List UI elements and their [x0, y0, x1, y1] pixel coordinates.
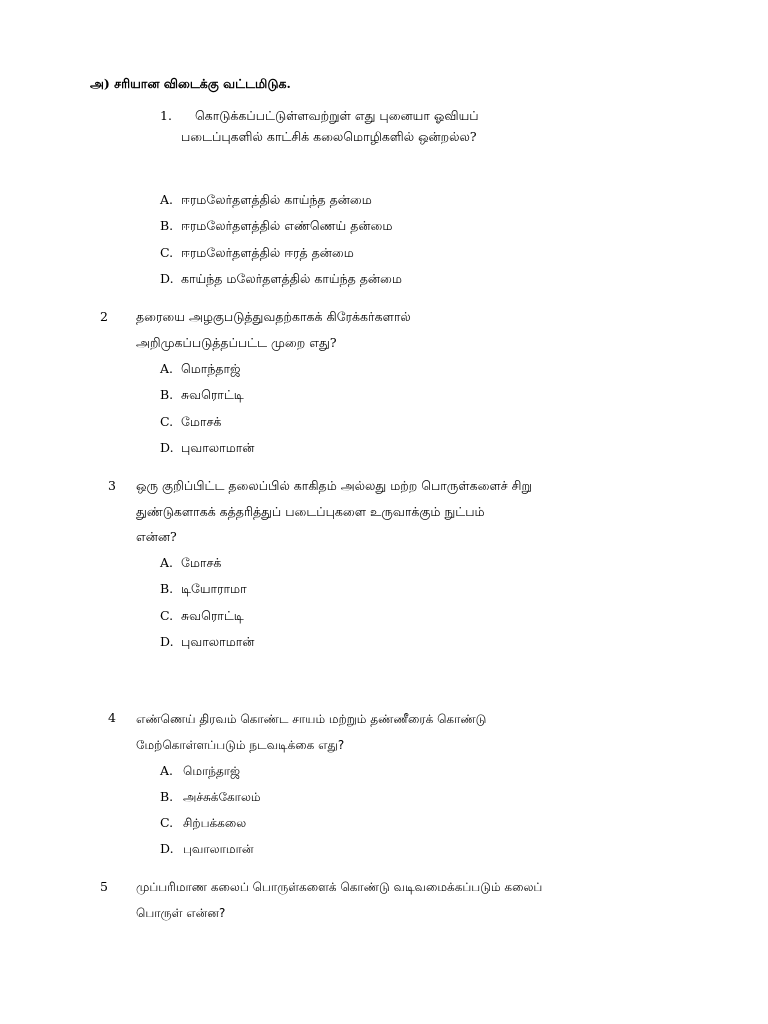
question-5-text-line-2: பொருள் என்ன? [136, 906, 226, 920]
question-4-option-d-letter[interactable]: D. [160, 841, 174, 856]
question-1-number: 1. [160, 108, 172, 123]
question-4-option-c-text[interactable]: சிற்பக்கலை [183, 816, 247, 830]
question-5-text-line-1: முப்பரிமாண கலைப் பொருள்களைக் கொண்டு வடிவமைக்கப்படும் கலைப் [136, 880, 543, 894]
question-3-option-b-letter[interactable]: B. [160, 581, 174, 596]
question-3-number: 3 [108, 478, 116, 493]
question-2-option-c-letter[interactable]: C. [160, 414, 174, 429]
question-4-option-a-text[interactable]: மொந்தாஜ் [183, 764, 241, 778]
question-3-option-d-letter[interactable]: D. [160, 634, 174, 649]
question-4-option-b-letter[interactable]: B. [160, 789, 174, 804]
question-4-number: 4 [108, 710, 116, 725]
question-1-option-a-text[interactable]: ஈரமலேர்தளத்தில் காய்ந்த தன்மை [181, 192, 372, 207]
question-2-number: 2 [100, 309, 108, 324]
question-1-option-d-letter[interactable]: D. [160, 271, 174, 286]
question-3-option-b-text[interactable]: டியோராமா [181, 581, 247, 596]
question-4-option-d-text[interactable]: புவாலாமான் [183, 842, 254, 856]
question-1-option-d-text[interactable]: காய்ந்த மலேர்தளத்தில் காய்ந்த தன்மை [181, 271, 402, 286]
question-1-text-line-2: படைப்புகளில் காட்சிக் கலைமொழிகளில் ஒன்றல்ல? [181, 129, 477, 144]
question-3-option-a-letter[interactable]: A. [160, 555, 174, 570]
question-1-option-c-text[interactable]: ஈரமலேர்தளத்தில் ஈரத் தன்மை [181, 245, 354, 260]
question-3-option-c-text[interactable]: சுவரொட்டி [181, 608, 244, 623]
question-4-option-c-letter[interactable]: C. [160, 815, 174, 830]
question-3-option-c-letter[interactable]: C. [160, 608, 174, 623]
question-2-option-d-text[interactable]: புவாலாமான் [181, 440, 255, 455]
question-1-option-c-letter[interactable]: C. [160, 245, 174, 260]
question-4-option-b-text[interactable]: அச்சுக்கோலம் [183, 790, 261, 804]
question-4-option-a-letter[interactable]: A. [160, 763, 174, 778]
question-3-text-line-3: என்ன? [136, 529, 177, 544]
question-4-text-line-2: மேற்கொள்ளப்படும் நடவடிக்கை எது? [136, 738, 345, 752]
question-3-text-line-2: துண்டுகளாகக் கத்தரித்துப் படைப்புகளை உருவாக்கும் நுட்பம் [136, 504, 485, 519]
question-1-option-b-letter[interactable]: B. [160, 218, 174, 233]
question-2-option-d-letter[interactable]: D. [160, 440, 174, 455]
question-2-option-b-text[interactable]: சுவரொட்டி [181, 387, 244, 402]
question-2-text-line-2: அறிமுகப்படுத்தப்பட்ட முறை எது? [136, 335, 337, 350]
question-2-option-a-text[interactable]: மொந்தாஜ் [181, 361, 241, 376]
question-3-option-d-text[interactable]: புவாலாமான் [181, 634, 255, 649]
question-1-option-a-letter[interactable]: A. [160, 192, 174, 207]
question-2-text-line-1: தரையை அழகுபடுத்துவதற்காகக் கிரேக்கர்களால் [136, 309, 411, 324]
question-5-number: 5 [100, 879, 108, 894]
question-4-text-line-1: எண்ணெய் திரவம் கொண்ட சாயம் மற்றும் தண்ணீரைக் கொண்டு [136, 712, 487, 726]
question-2-option-c-text[interactable]: மோசக் [181, 414, 222, 429]
question-1-text-line-1: கொடுக்கப்பட்டுள்ளவற்றுள் எது புனையா ஓவியப் [195, 108, 479, 123]
question-2-option-b-letter[interactable]: B. [160, 387, 174, 402]
question-3-option-a-text[interactable]: மோசக் [181, 555, 222, 570]
question-1-option-b-text[interactable]: ஈரமலேர்தளத்தில் எண்ணெய் தன்மை [181, 218, 393, 233]
question-3-text-line-1: ஒரு குறிப்பிட்ட தலைப்பில் காகிதம் அல்லது மற்ற பொருள்களைச் சிறு [136, 478, 532, 493]
instruction-heading: அ) சரியான விடைக்கு வட்டமிடுக. [90, 76, 291, 91]
question-2-option-a-letter[interactable]: A. [160, 361, 174, 376]
